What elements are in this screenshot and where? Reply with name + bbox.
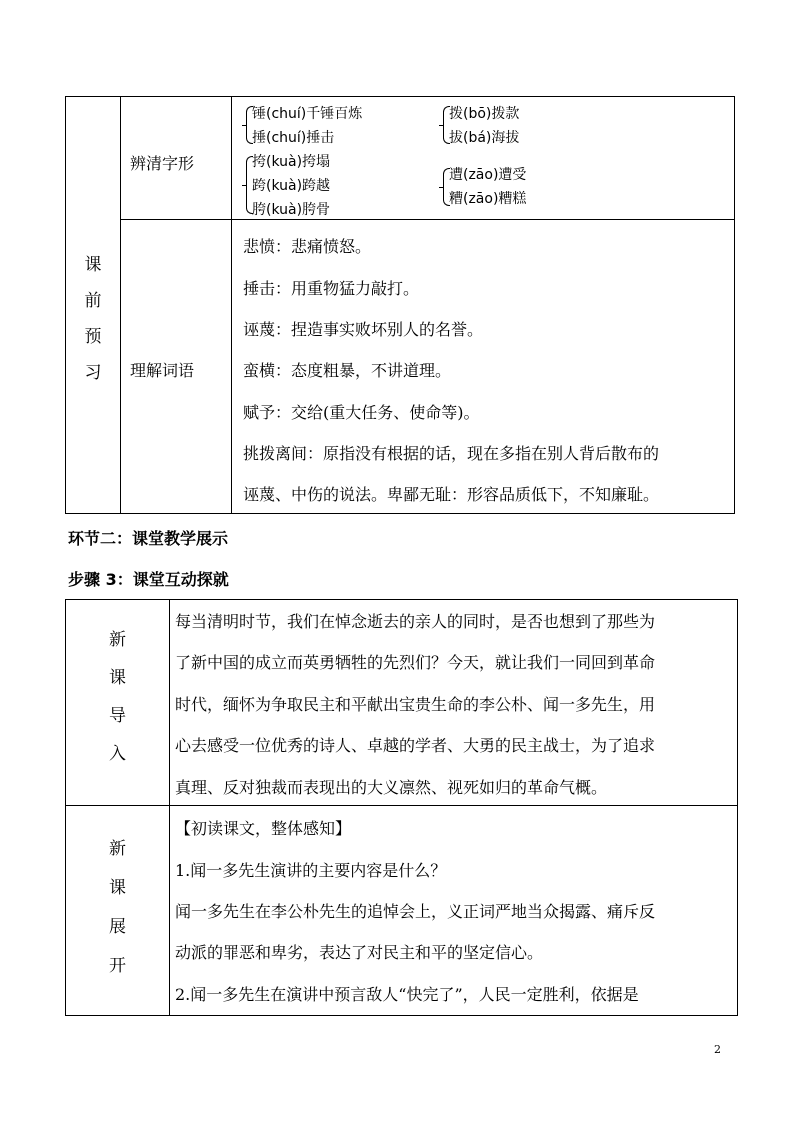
definition-line: 挑拨离间：原指没有根据的话，现在多指在别人背后散布的 <box>243 444 660 463</box>
definition-line: 捶击：用重物猛力敲打。 <box>243 279 420 298</box>
definition-line: 诬蔑、中伤的说法。卑鄙无耻：形容品质低下，不知廉耻。 <box>243 485 660 504</box>
row-label-new-lesson-expand: 新 课 展 开 <box>109 839 126 976</box>
row-divider <box>120 219 734 220</box>
glyph-item: 拨(bō)拨款 <box>449 106 520 122</box>
text-line: 时代，缅怀为争取民主和平献出宝贵生命的李公朴、闻一多先生，用 <box>175 695 656 714</box>
column-divider <box>169 600 170 1015</box>
row-divider <box>66 805 737 806</box>
text-line: 2.闻一多先生在演讲中预言敌人“快完了”，人民一定胜利，依据是 <box>175 985 639 1004</box>
glyph-item: 锤(chuí)千锤百炼 <box>252 106 363 122</box>
glyph-item: 糟(zāo)糟糕 <box>449 191 527 207</box>
text-line: 闻一多先生在李公朴先生的追悼会上，义正词严地当众揭露、痛斥反 <box>175 902 656 921</box>
section-heading: 环节二：课堂教学展示 <box>68 529 229 548</box>
glyph-item: 拔(bá)海拔 <box>449 130 520 146</box>
text-line: 真理、反对独裁而表现出的大义凛然、视死如归的革命气概。 <box>175 778 608 797</box>
glyph-item: 跨(kuà)跨越 <box>252 178 331 194</box>
text-line: 了新中国的成立而英勇牺牲的先烈们？今天，就让我们一同回到革命 <box>175 653 656 672</box>
section-label: 课 前 预 习 <box>84 255 102 383</box>
definition-line: 赋予：交给(重大任务、使命等)。 <box>243 403 480 422</box>
page-number: 2 <box>714 1043 721 1056</box>
row-label-understand-words: 理解词语 <box>130 361 195 380</box>
step-heading: 步骤 3：课堂互动探就 <box>68 570 229 589</box>
definition-line: 诬蔑：捏造事实败坏别人的名誉。 <box>243 320 484 339</box>
text-line: 心去感受一位优秀的诗人、卓越的学者、大勇的民主战士，为了追求 <box>175 736 656 755</box>
column-divider <box>120 97 121 513</box>
text-line: 1.闻一多先生演讲的主要内容是什么？ <box>175 861 447 880</box>
row-label-new-lesson-intro: 新 课 导 入 <box>109 630 126 764</box>
text-line: 【初读课文，整体感知】 <box>175 819 352 838</box>
glyph-item: 遭(zāo)遭受 <box>449 167 527 183</box>
glyph-item: 捶(chuí)捶击 <box>252 130 335 146</box>
glyph-item: 挎(kuà)挎塌 <box>252 154 331 170</box>
glyph-item: 胯(kuà)胯骨 <box>252 202 331 218</box>
column-divider <box>231 97 232 513</box>
definition-line: 悲愤：悲痛愤怒。 <box>243 237 372 256</box>
definition-line: 蛮横：态度粗暴，不讲道理。 <box>243 361 452 380</box>
text-line: 动派的罪恶和卑劣，表达了对民主和平的坚定信心。 <box>175 943 544 962</box>
row-label-distinguish-characters: 辨清字形 <box>130 154 195 173</box>
text-line: 每当清明时节，我们在悼念逝去的亲人的同时，是否也想到了那些为 <box>175 612 656 631</box>
